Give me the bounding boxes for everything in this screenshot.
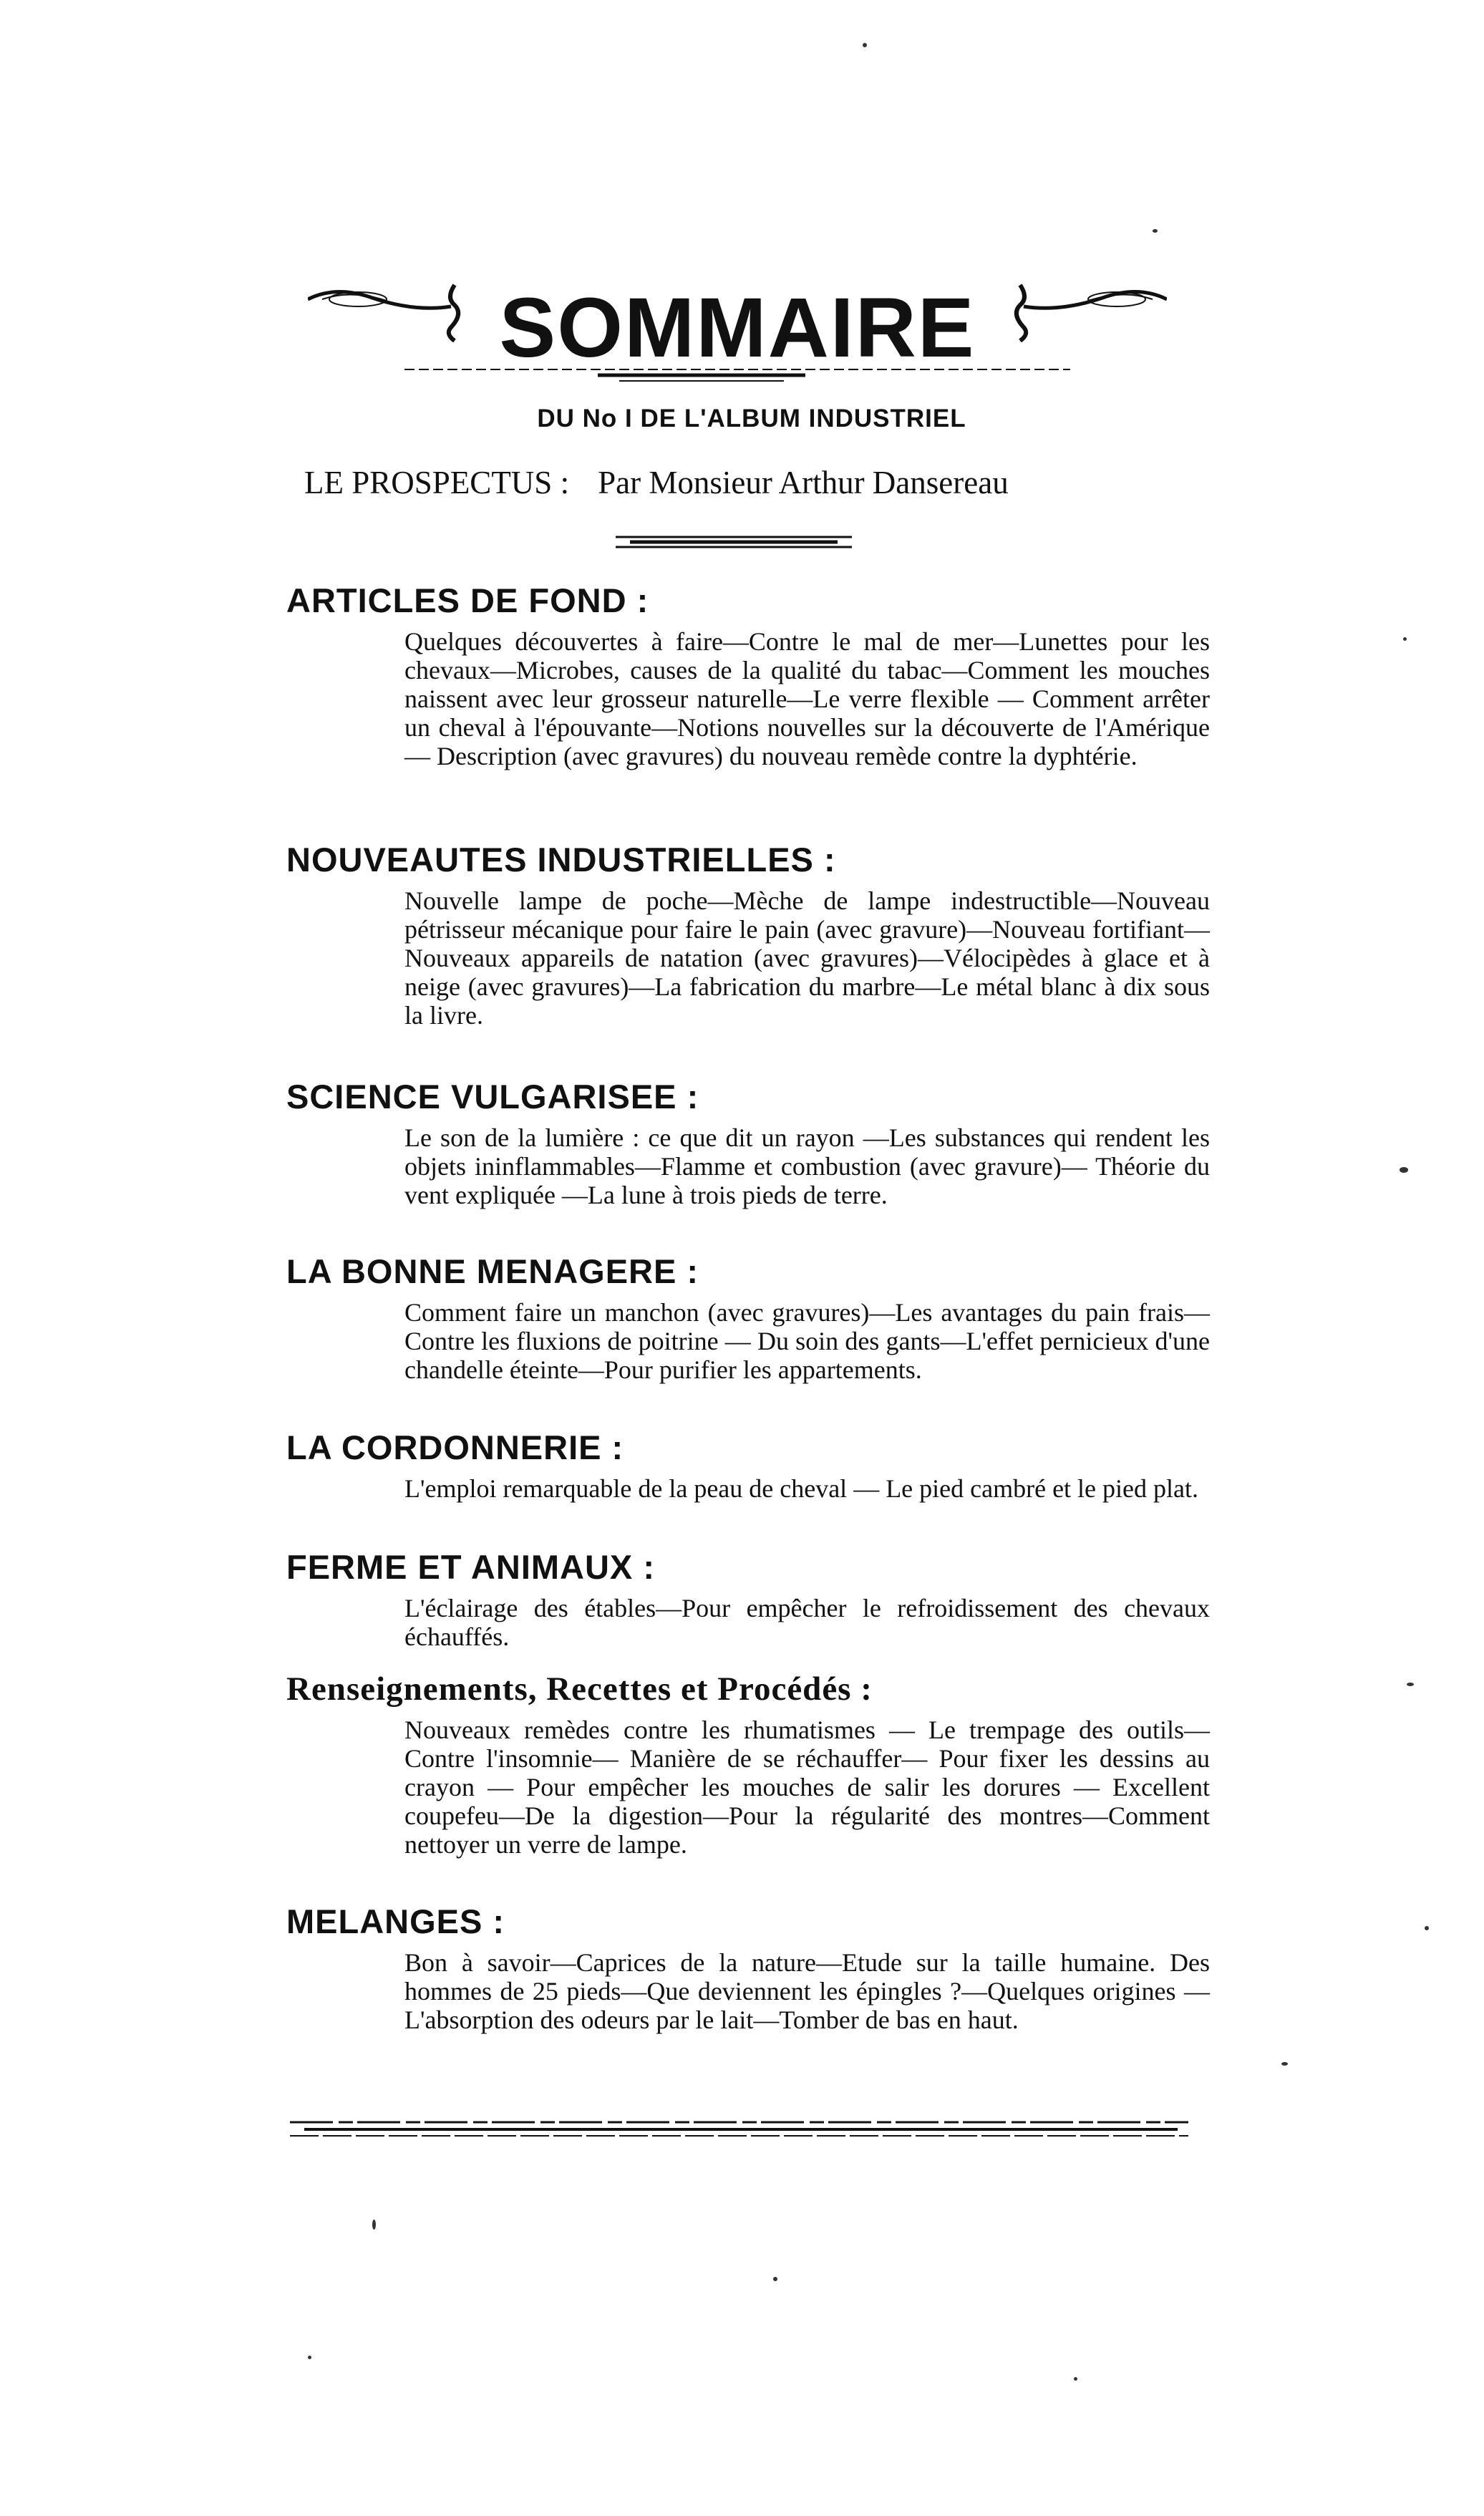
section-title: FERME ET ANIMAUX : — [286, 1548, 655, 1586]
right-ornament-icon — [1002, 278, 1167, 342]
section-body: L'éclairage des étables—Pour empêcher le refroidissement des chevaux échauffés. — [404, 1594, 1210, 1651]
scan-speck — [1400, 1167, 1408, 1173]
scan-speck — [1074, 2377, 1077, 2381]
section-body: L'emploi remarquable de la peau de cheval — Le pied cambré et le pied plat. — [404, 1474, 1198, 1503]
section-body: Quelques découvertes à faire—Contre le mal de mer—Lunettes pour les chevaux—Microbes, causes de la qualité du tabac—Comment les mouches naissent avec leur grosseur naturelle—Le verre flexible — Comment arrêter un cheval à l'épouvante—Notions nouvelles sur la découverte de l'Amérique — Description (avec gravures) du nouveau remède contre la dyphtérie. — [404, 627, 1210, 770]
section-science-vulgarisee — [286, 1076, 1210, 1209]
scan-speck — [773, 2277, 777, 2281]
scan-speck — [372, 2220, 376, 2230]
section-body: Nouveaux remèdes contre les rhumatismes — Le trempage des outils—Contre l'insomnie— Manière de se réchauffer— Pour fixer les dessins au crayon — Pour empêcher les mouches de salir les dorures — Excellent coupefeu—De la digestion—Pour la régularité des montres—Comment nettoyer un verre de lampe. — [404, 1716, 1210, 1859]
section-body: Le son de la lumière : ce que dit un rayon —Les substances qui rendent les objets ininflammables—Flamme et combustion (avec gravure)— Théorie du vent expliquée —La lune à trois pieds de terre. — [404, 1123, 1210, 1209]
section-melanges — [286, 1901, 1210, 2034]
section-renseignements — [286, 1668, 1210, 1859]
section-body: Nouvelle lampe de poche—Mèche de lampe indestructible—Nouveau pétrisseur mécanique pour faire le pain (avec gravure)—Nouveau fortifiant—Nouveaux appareils de natation (avec gravures)—Vélocipèdes à glace et à neige (avec gravures)—La fabrication du marbre—Le métal blanc à dix sous la livre. — [404, 886, 1210, 1030]
section-body: Bon à savoir—Caprices de la nature—Etude sur la taille humaine. Des hommes de 25 pieds—Que deviennent les épingles ?—Quelques origines — L'absorption des odeurs par le lait—Tomber de bas en haut. — [404, 1948, 1210, 2034]
section-nouveautes-industrielles — [286, 839, 1210, 1030]
section-la-bonne-menagere — [286, 1251, 1210, 1384]
section-title: SCIENCE VULGARISEE : — [286, 1078, 699, 1116]
section-ferme-et-animaux — [286, 1547, 1210, 1651]
section-title: Renseignements, Recettes et Procédés : — [286, 1670, 873, 1708]
subtitle: DU No I DE L'ALBUM INDUSTRIEL — [537, 405, 966, 432]
section-title: LA BONNE MENAGERE : — [286, 1252, 699, 1290]
prospectus-author: Par Monsieur Arthur Dansereau — [598, 465, 1009, 500]
section-articles-de-fond — [286, 580, 1210, 770]
section-body: Comment faire un manchon (avec gravures)—Les avantages du pain frais—Contre les fluxions de poitrine — Du soin des gants—L'effet pernicieux d'une chandelle éteinte—Pour purifier les appartements. — [404, 1298, 1210, 1384]
page-title: SOMMAIRE — [499, 281, 976, 375]
title-divider — [404, 365, 1070, 387]
prospectus-label: LE PROSPECTUS : — [304, 465, 570, 500]
scan-speck — [308, 2356, 311, 2359]
scan-speck — [1281, 2062, 1288, 2066]
section-divider — [616, 533, 852, 551]
section-title: NOUVEAUTES INDUSTRIELLES : — [286, 841, 836, 879]
section-la-cordonnerie — [286, 1427, 1210, 1503]
scan-speck — [1153, 229, 1158, 233]
scan-speck — [863, 43, 867, 47]
section-title: LA CORDONNERIE : — [286, 1428, 624, 1466]
section-title: MELANGES : — [286, 1902, 505, 1940]
scan-speck — [1425, 1926, 1429, 1930]
scan-speck — [1407, 1683, 1414, 1686]
bottom-divider — [290, 2118, 1188, 2139]
prospectus-line — [304, 464, 1235, 501]
section-title: ARTICLES DE FOND : — [286, 581, 649, 619]
scan-speck — [1403, 637, 1407, 641]
